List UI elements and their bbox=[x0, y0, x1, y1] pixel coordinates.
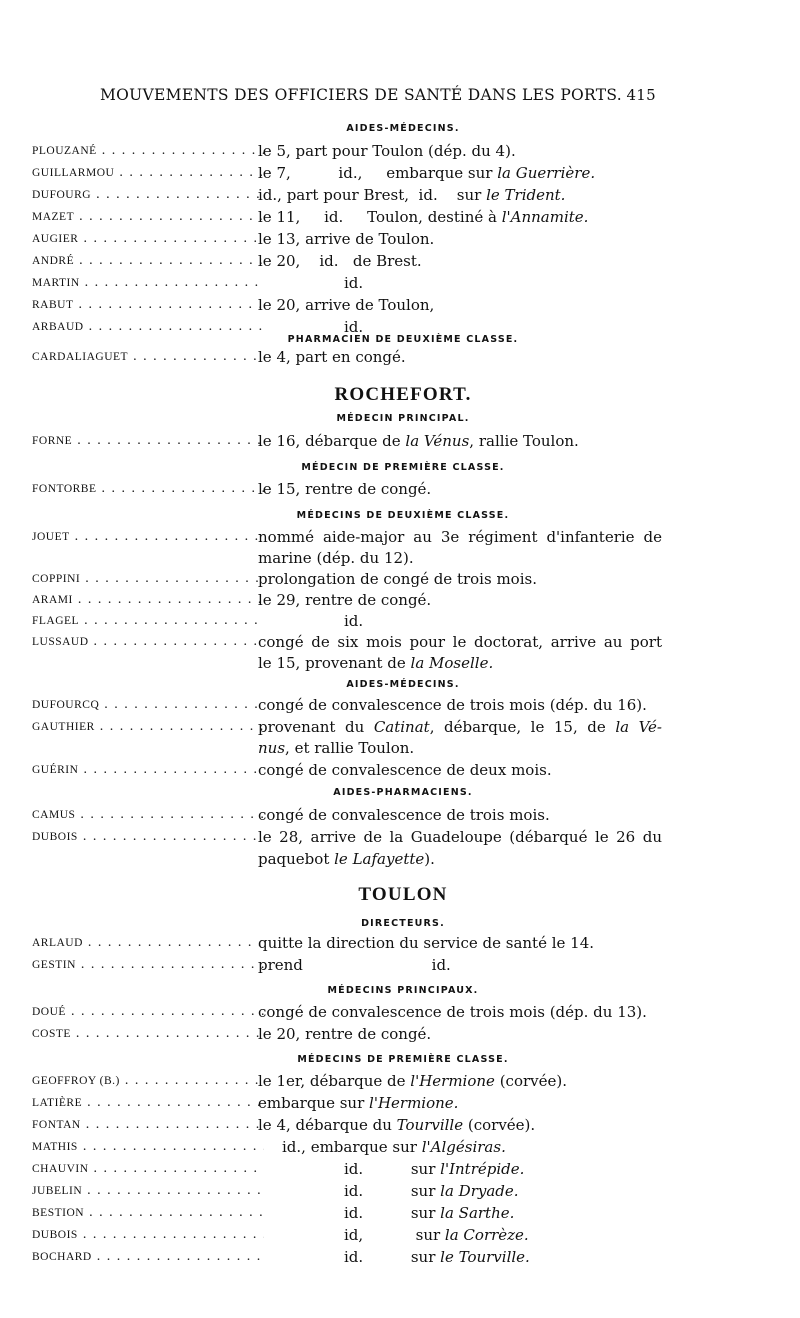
entry-text: le 29, rentre de congé. bbox=[258, 591, 432, 609]
entry-row bbox=[32, 610, 662, 632]
officer-name: CAMUS . . . bbox=[32, 804, 264, 826]
entry-text: le 7, id., embarque sur la Guerrière. bbox=[258, 164, 596, 182]
officer-name: JOUET . . . bbox=[32, 526, 264, 548]
entry-text: id. sur la Dryade. bbox=[344, 1182, 519, 1200]
officer-name: MARTIN . . . bbox=[32, 272, 264, 294]
officer-name: MAZET . . . bbox=[32, 206, 264, 228]
officer-name: ARAMI . . . bbox=[32, 589, 264, 611]
entry-row bbox=[32, 1158, 662, 1180]
entry-text: le 20, rentre de congé. bbox=[258, 1025, 432, 1043]
officer-name: PLOUZANÉ . . . bbox=[32, 140, 264, 162]
entry-row bbox=[32, 1246, 662, 1268]
section-heading: PHARMACIEN DE DEUXIÈME CLASSE. bbox=[287, 334, 519, 345]
entry-text: le 16, débarque de la Vénus, rallie Toulon. bbox=[258, 432, 579, 450]
entry-text: id. sur le Tourville. bbox=[344, 1248, 530, 1266]
officer-name: AUGIER . . . bbox=[32, 228, 264, 250]
officer-name: GUÉRIN . . . bbox=[32, 759, 264, 781]
officer-name: RABUT . . . bbox=[32, 294, 264, 316]
entry-continuation: le 15, provenant de la Moselle. bbox=[258, 654, 494, 672]
entry-row bbox=[32, 589, 662, 611]
officer-name: GESTIN . . . bbox=[32, 954, 264, 976]
entry-text: id, sur la Corrèze. bbox=[344, 1226, 529, 1244]
entry-text: congé de six mois pour le doctorat, arrive au port bbox=[258, 633, 662, 651]
page-number: 415 bbox=[626, 86, 656, 104]
officer-name: ANDRÉ . . . bbox=[32, 250, 264, 272]
entry-continuation: marine (dép. du 12). bbox=[258, 549, 414, 567]
officer-name: CHAUVIN . . . bbox=[32, 1158, 264, 1180]
entry-row bbox=[32, 694, 662, 716]
entry-text: le 5, part pour Toulon (dép. du 4). bbox=[258, 142, 516, 160]
entry-row bbox=[32, 716, 662, 738]
section-heading: AIDES-MÉDECINS. bbox=[346, 123, 460, 134]
officer-name: DUBOIS . . . bbox=[32, 826, 264, 848]
entry-row bbox=[32, 759, 662, 781]
entry-row bbox=[32, 184, 662, 206]
entry-row bbox=[32, 272, 662, 294]
officer-name: LUSSAUD . . . bbox=[32, 631, 264, 653]
entry-row bbox=[32, 162, 662, 184]
port-heading: ROCHEFORT. bbox=[334, 384, 472, 405]
entry-row bbox=[32, 430, 662, 452]
entry-row bbox=[32, 1092, 662, 1114]
officer-name: LATIÈRE . . . bbox=[32, 1092, 264, 1114]
entry-row bbox=[32, 526, 662, 548]
officer-name: DUFOURCQ . . . bbox=[32, 694, 264, 716]
entry-row bbox=[32, 346, 662, 368]
entry-row bbox=[32, 206, 662, 228]
officer-name: FONTAN . . . bbox=[32, 1114, 264, 1136]
entry-row bbox=[32, 1070, 662, 1092]
officer-name: BOCHARD . . . bbox=[32, 1246, 264, 1268]
entry-text: le 20, id. de Brest. bbox=[258, 252, 422, 270]
entry-row bbox=[32, 1023, 662, 1045]
entry-text: le 1er, débarque de l'Hermione (corvée). bbox=[258, 1072, 567, 1090]
entry-row bbox=[32, 804, 662, 826]
section-heading: AIDES-PHARMACIENS. bbox=[333, 787, 473, 798]
officer-name: COSTE . . . bbox=[32, 1023, 264, 1045]
officer-name: DUBOIS . . . bbox=[32, 1224, 264, 1246]
entry-text: embarque sur l'Hermione. bbox=[258, 1094, 459, 1112]
entry-text: id. bbox=[344, 612, 364, 630]
entry-continuation: paquebot le Lafayette). bbox=[258, 850, 435, 868]
section-heading: MÉDECINS DE PREMIÈRE CLASSE. bbox=[297, 1054, 509, 1065]
entry-text: prend id. bbox=[258, 956, 451, 974]
entry-text: congé de convalescence de trois mois (dép. du 16). bbox=[258, 696, 647, 714]
running-header bbox=[100, 86, 656, 104]
entry-text: provenant du Catinat, débarque, le 15, de la Vé- bbox=[258, 718, 662, 736]
entry-text: nommé aide-major au 3e régiment d'infanterie de bbox=[258, 528, 662, 546]
entry-text: congé de convalescence de trois mois. bbox=[258, 806, 550, 824]
entry-row bbox=[32, 140, 662, 162]
officer-name: FLAGEL . . . bbox=[32, 610, 264, 632]
entry-row bbox=[32, 568, 662, 590]
entry-row bbox=[32, 478, 662, 500]
entry-row bbox=[32, 1136, 662, 1158]
entry-row bbox=[32, 1114, 662, 1136]
entry-text: quitte la direction du service de santé le 14. bbox=[258, 934, 595, 952]
section-heading: DIRECTEURS. bbox=[361, 918, 445, 929]
section-heading: AIDES-MÉDECINS. bbox=[346, 679, 460, 690]
entry-text: id., part pour Brest, id. sur le Trident. bbox=[258, 186, 566, 204]
entry-row bbox=[32, 228, 662, 250]
officer-name: FONTORBE . . . bbox=[32, 478, 264, 500]
entry-row bbox=[32, 250, 662, 272]
entry-row bbox=[32, 826, 662, 848]
entry-text: le 28, arrive de la Guadeloupe (débarqué le 26 du bbox=[258, 828, 662, 846]
entry-text: congé de convalescence de deux mois. bbox=[258, 761, 552, 779]
entry-row bbox=[32, 631, 662, 653]
entry-continuation: nus, et rallie Toulon. bbox=[258, 739, 415, 757]
entry-text: prolongation de congé de trois mois. bbox=[258, 570, 537, 588]
entry-text: le 20, arrive de Toulon, bbox=[258, 296, 435, 314]
entry-text: le 11, id. Toulon, destiné à l'Annamite. bbox=[258, 208, 589, 226]
entry-text: le 15, rentre de congé. bbox=[258, 480, 432, 498]
officer-name: DOUÉ . . . bbox=[32, 1001, 264, 1023]
entry-text: le 13, arrive de Toulon. bbox=[258, 230, 435, 248]
entry-text: id. sur l'Intrépide. bbox=[344, 1160, 525, 1178]
entry-row bbox=[32, 1202, 662, 1224]
entry-row bbox=[32, 294, 662, 316]
officer-name: MATHIS . . . bbox=[32, 1136, 264, 1158]
section-heading: MÉDECIN PRINCIPAL. bbox=[336, 413, 470, 424]
officer-name: ARBAUD . . . bbox=[32, 316, 264, 338]
entry-text: congé de convalescence de trois mois (dép. du 13). bbox=[258, 1003, 647, 1021]
officer-name: CARDALIAGUET . . . bbox=[32, 346, 264, 368]
officer-name: ARLAUD . . . bbox=[32, 932, 264, 954]
entry-row bbox=[32, 1180, 662, 1202]
officer-name: JUBELIN . . . bbox=[32, 1180, 264, 1202]
section-heading: MÉDECINS DE DEUXIÈME CLASSE. bbox=[296, 510, 510, 521]
entry-text: le 4, débarque du Tourville (corvée). bbox=[258, 1116, 536, 1134]
officer-name: DUFOURG . . . bbox=[32, 184, 264, 206]
officer-name: COPPINI . . . bbox=[32, 568, 264, 590]
entry-text: id., embarque sur l'Algésiras. bbox=[282, 1138, 506, 1156]
entry-row bbox=[32, 954, 662, 976]
officer-name: GUILLARMOU . . . bbox=[32, 162, 264, 184]
officer-name: BESTION . . . bbox=[32, 1202, 264, 1224]
entry-row bbox=[32, 932, 662, 954]
entry-text: id. bbox=[344, 318, 364, 336]
entry-text: id. bbox=[344, 274, 364, 292]
section-heading: MÉDECIN DE PREMIÈRE CLASSE. bbox=[301, 462, 505, 473]
section-heading: MÉDECINS PRINCIPAUX. bbox=[327, 985, 479, 996]
entry-text: le 4, part en congé. bbox=[258, 348, 406, 366]
officer-name: GAUTHIER . . . bbox=[32, 716, 264, 738]
officer-name: FORNE . . . bbox=[32, 430, 264, 452]
entry-row bbox=[32, 1001, 662, 1023]
officer-name: GEOFFROY (B.) . . . bbox=[32, 1070, 264, 1092]
entry-row bbox=[32, 1224, 662, 1246]
entry-text: id. sur la Sarthe. bbox=[344, 1204, 515, 1222]
page-title: MOUVEMENTS DES OFFICIERS DE SANTÉ DANS LES PORTS. bbox=[100, 86, 622, 104]
port-heading: TOULON bbox=[358, 884, 448, 905]
